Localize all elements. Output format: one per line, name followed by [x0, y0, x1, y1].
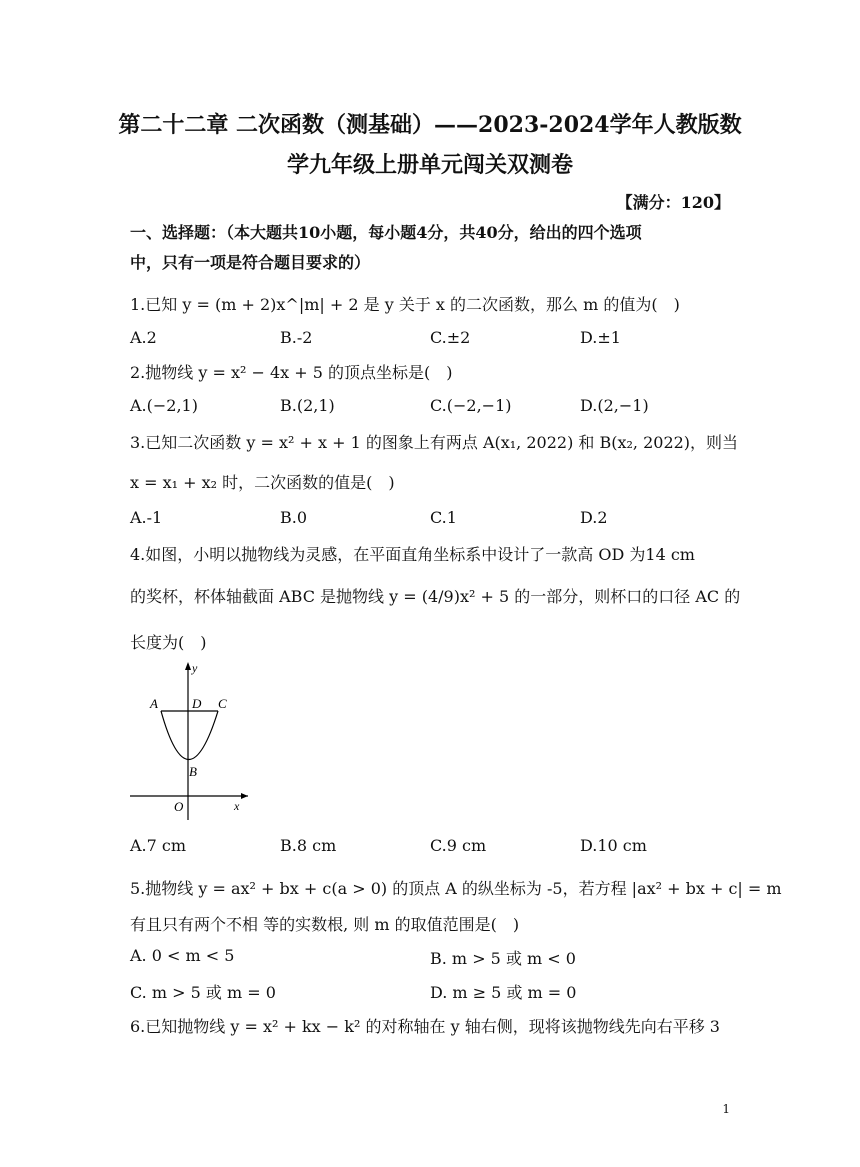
label-b: B — [189, 764, 197, 779]
section-heading — [130, 218, 730, 278]
page-number: 1 — [722, 1102, 730, 1116]
parabola-curve — [161, 711, 218, 760]
q1-option-d: D.±1 — [580, 328, 621, 347]
q4-option-a: A.7 cm — [130, 836, 187, 855]
q4-option-d: D.10 cm — [580, 836, 647, 855]
label-d: D — [192, 696, 202, 711]
q5-option-a: A. 0 < m < 5 — [130, 946, 235, 965]
q4-option-c: C.9 cm — [430, 836, 487, 855]
q5-option-b: B. m > 5 或 m < 0 — [430, 949, 576, 968]
question-4-stem-line-1: 4.如图，小明以抛物线为灵感，在平面直角坐标系中设计了一款高 OD 为14 cm — [130, 545, 695, 564]
question-5-stem-line-2: 有且只有两个不相 等的实数根, 则 m 的取值范围是( ) — [130, 915, 520, 934]
q2-option-b: B.(2,1) — [280, 396, 335, 415]
document-title-line-1: 第二十二章 二次函数（测基础）——2023-2024学年人教版数 — [118, 112, 742, 138]
q3-option-b: B.0 — [280, 508, 308, 527]
q5-option-d: D. m ≥ 5 或 m = 0 — [430, 983, 577, 1002]
question-5-stem-line-1: 5.抛物线 y = ax² + bx + c(a > 0) 的顶点 A 的纵坐标为 -5，若方程 |ax² + bx + c| = m — [130, 879, 782, 898]
q1-option-c: C.±2 — [430, 328, 471, 347]
q2-option-c: C.(−2,−1) — [430, 396, 512, 415]
y-axis-arrow — [185, 662, 191, 670]
section-heading-line-1: 一、选择题：（本大题共10小题，每小题4分，共40分，给出的四个选项 — [130, 223, 642, 242]
label-x: x — [234, 799, 240, 813]
question-4-stem-line-3: 长度为( ) — [130, 633, 207, 652]
q3-option-c: C.1 — [430, 508, 457, 527]
q3-option-d: D.2 — [580, 508, 608, 527]
label-o: O — [174, 799, 184, 814]
trophy-parabola-figure — [128, 658, 258, 823]
label-a: A — [150, 696, 158, 711]
q1-option-b: B.-2 — [280, 328, 313, 347]
question-3-stem-line-2: x = x₁ + x₂ 时，二次函数的值是( ) — [130, 473, 395, 492]
document-title-line-2: 学九年级上册单元闯关双测卷 — [286, 152, 573, 178]
x-axis-arrow — [241, 793, 248, 799]
q1-option-a: A.2 — [130, 328, 157, 347]
question-4-stem-line-2: 的奖杯，杯体轴截面 ABC 是抛物线 y = (4/9)x² + 5 的一部分，则杯口的口径 AC 的 — [130, 587, 741, 606]
question-6-stem-line-1: 6.已知抛物线 y = x² + kx − k² 的对称轴在 y 轴右侧，现将该抛物线先向右平移 3 — [130, 1017, 720, 1036]
question-3-stem-line-1: 3.已知二次函数 y = x² + x + 1 的图象上有两点 A(x₁, 2022) 和 B(x₂, 2022)，则当 — [130, 433, 739, 452]
q2-option-a: A.(−2,1) — [130, 396, 198, 415]
question-2-stem: 2.抛物线 y = x² − 4x + 5 的顶点坐标是( ) — [130, 363, 453, 382]
q3-option-a: A.-1 — [130, 508, 163, 527]
question-1-stem: 1.已知 y = (m + 2)x^|m| + 2 是 y 关于 x 的二次函数，那么 m 的值为( ) — [130, 295, 680, 314]
q2-option-d: D.(2,−1) — [580, 396, 649, 415]
q5-option-c: C. m > 5 或 m = 0 — [130, 983, 276, 1002]
label-c: C — [218, 696, 227, 711]
full-score-label: 【满分：120】 — [616, 193, 730, 212]
label-y: y — [192, 661, 198, 675]
q4-option-b: B.8 cm — [280, 836, 337, 855]
section-heading-line-2: 中，只有一项是符合题目要求的） — [130, 253, 371, 272]
